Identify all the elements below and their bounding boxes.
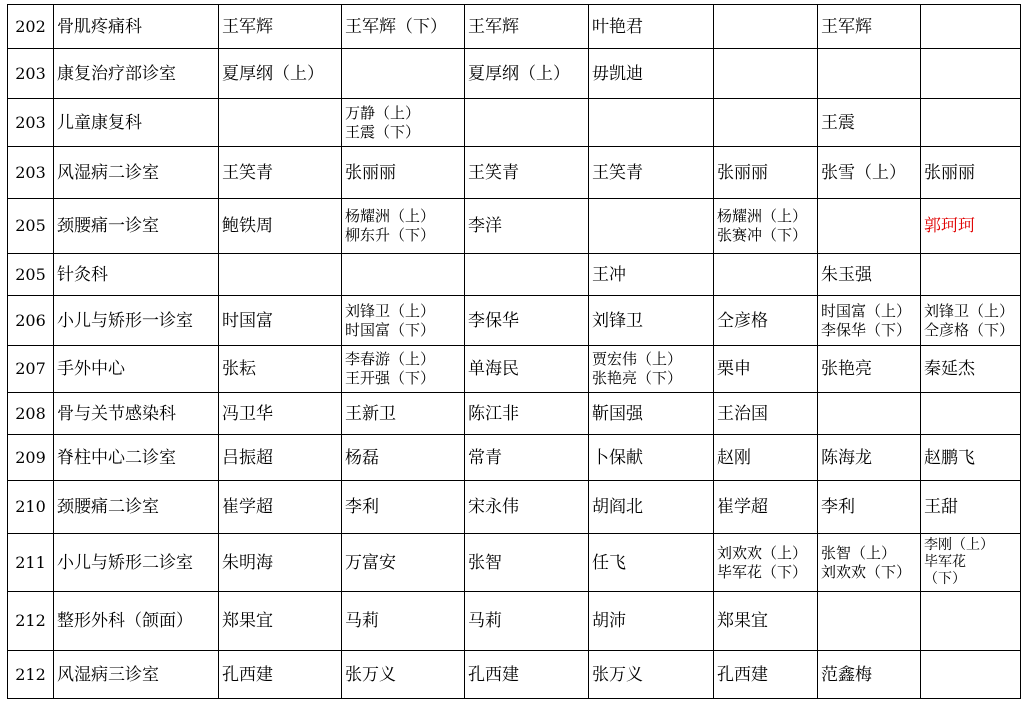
doctor-cell [589, 481, 714, 534]
doctor-name: 王笑青 [222, 162, 273, 183]
doctor-name: 崔学超 [222, 497, 273, 517]
room-number-cell: 212 [8, 592, 54, 651]
department-cell: 小儿与矫形二诊室 [54, 534, 219, 592]
doctor-name: 李保华（下） [821, 320, 912, 339]
table-row [8, 651, 1021, 699]
doctor-name: 时国富 [222, 310, 273, 331]
doctor-name: 李利 [345, 497, 379, 517]
room-number-cell: 203 [8, 99, 54, 147]
table-row [8, 481, 1021, 534]
doctor-name: 张丽丽 [717, 162, 768, 183]
doctor-name: 李利 [821, 497, 855, 517]
department-cell: 整形外科（颌面） [54, 592, 219, 651]
room-number-cell: 206 [8, 296, 54, 346]
doctor-cell [818, 651, 921, 699]
doctor-cell [219, 49, 342, 99]
doctor-name: 单海民 [468, 359, 519, 379]
doctor-cell [465, 651, 589, 699]
doctor-cell [219, 592, 342, 651]
doctor-cell [921, 651, 1021, 699]
table-row [8, 346, 1021, 393]
doctor-name: 王开强（下） [345, 369, 436, 387]
doctor-name: 常青 [468, 447, 502, 468]
doctor-cell [219, 346, 342, 393]
doctor-name: 胡阎北 [592, 497, 643, 517]
doctor-name: 王笑青 [592, 162, 643, 183]
table-row [8, 393, 1021, 435]
department-cell: 骨与关节感染科 [54, 393, 219, 435]
doctor-cell [818, 199, 921, 254]
doctor-cell [921, 592, 1021, 651]
department-cell: 小儿与矫形一诊室 [54, 296, 219, 346]
doctor-cell [219, 481, 342, 534]
doctor-cell [589, 99, 714, 147]
doctor-cell [589, 147, 714, 199]
room-number-cell: 205 [8, 199, 54, 254]
doctor-cell [921, 534, 1021, 592]
doctor-name: 孔西建 [717, 664, 768, 685]
doctor-cell [921, 5, 1021, 49]
doctor-name: 张智（上） [821, 543, 897, 562]
doctor-cell [465, 147, 589, 199]
doctor-name: 鲍铁周 [222, 216, 273, 236]
table-row [8, 5, 1021, 49]
doctor-name: 仝彦格（下） [924, 320, 1015, 339]
room-number-cell: 209 [8, 435, 54, 481]
doctor-cell [465, 393, 589, 435]
doctor-cell [342, 147, 465, 199]
doctor-name: 刘欢欢（上） [717, 543, 808, 562]
doctor-cell [219, 199, 342, 254]
doctor-cell [589, 49, 714, 99]
doctor-cell [714, 592, 818, 651]
doctor-name: 刘锋卫（上） [345, 301, 436, 320]
doctor-cell [921, 99, 1021, 147]
table-row [8, 254, 1021, 296]
doctor-cell [818, 254, 921, 296]
doctor-name: 杨磊 [345, 447, 379, 468]
doctor-name: 郑果宜 [717, 611, 768, 631]
doctor-cell [714, 199, 818, 254]
doctor-cell [714, 254, 818, 296]
doctor-cell [818, 481, 921, 534]
department-cell: 儿童康复科 [54, 99, 219, 147]
doctor-cell [714, 296, 818, 346]
doctor-name: 栗申 [717, 359, 751, 379]
department-cell: 针灸科 [54, 254, 219, 296]
doctor-name: 张万义 [345, 664, 396, 685]
doctor-cell [818, 49, 921, 99]
department-cell: 康复治疗部诊室 [54, 49, 219, 99]
doctor-cell [342, 296, 465, 346]
doctor-name: 陈江非 [468, 403, 519, 424]
department-cell: 脊柱中心二诊室 [54, 435, 219, 481]
doctor-cell [342, 592, 465, 651]
doctor-name: 毕军花（下） [717, 562, 808, 581]
doctor-name: 王震（下） [345, 122, 421, 141]
doctor-cell [714, 346, 818, 393]
table-row [8, 296, 1021, 346]
doctor-cell [921, 49, 1021, 99]
doctor-cell [589, 346, 714, 393]
doctor-name: 时国富（下） [345, 320, 436, 339]
doctor-name: 陈海龙 [821, 447, 872, 468]
doctor-name: 王军辉 [468, 16, 519, 37]
doctor-name: 赵刚 [717, 447, 751, 468]
doctor-name: 时国富（上） [821, 301, 912, 320]
doctor-name: 孔西建 [468, 664, 519, 685]
doctor-name: 夏厚纲（上） [222, 63, 324, 84]
doctor-name: 郑果宜 [222, 611, 273, 631]
doctor-name: 张万义 [592, 664, 643, 685]
doctor-name: 张赛冲（下） [717, 226, 808, 244]
department-cell: 手外中心 [54, 346, 219, 393]
doctor-cell [921, 393, 1021, 435]
doctor-cell [818, 534, 921, 592]
doctor-cell [921, 435, 1021, 481]
doctor-name: 王新卫 [345, 403, 396, 424]
doctor-cell [342, 99, 465, 147]
doctor-name: 刘欢欢（下） [821, 562, 912, 581]
doctor-name: 张丽丽 [924, 162, 975, 183]
doctor-cell [921, 346, 1021, 393]
doctor-name: 胡沛 [592, 611, 626, 631]
doctor-name: 靳国强 [592, 403, 643, 424]
room-number-cell: 202 [8, 5, 54, 49]
doctor-name: 范鑫梅 [821, 664, 872, 685]
doctor-name: 夏厚纲（上） [468, 63, 570, 84]
doctor-cell [589, 435, 714, 481]
doctor-name: 万富安 [345, 552, 396, 573]
doctor-name: 宋永伟 [468, 497, 519, 517]
table-row [8, 199, 1021, 254]
room-number-cell: 208 [8, 393, 54, 435]
doctor-cell [921, 296, 1021, 346]
doctor-name: 贾宏伟（上） [592, 350, 683, 368]
doctor-cell [921, 481, 1021, 534]
doctor-name: 刘锋卫（上） [924, 301, 1015, 320]
doctor-cell [589, 651, 714, 699]
doctor-name: 马莉 [468, 611, 502, 631]
doctor-cell [589, 393, 714, 435]
doctor-name: 吕振超 [222, 447, 273, 468]
table-row [8, 99, 1021, 147]
doctor-name: 孔西建 [222, 664, 273, 685]
room-number-cell: 207 [8, 346, 54, 393]
doctor-cell [589, 5, 714, 49]
doctor-name: 万静（上） [345, 103, 421, 122]
doctor-cell [589, 199, 714, 254]
department-cell: 颈腰痛一诊室 [54, 199, 219, 254]
doctor-name: 张艳亮 [821, 359, 872, 379]
table-row [8, 147, 1021, 199]
doctor-cell [818, 5, 921, 49]
doctor-name: 任飞 [592, 552, 626, 573]
doctor-cell [921, 147, 1021, 199]
doctor-name: 王甜 [924, 497, 958, 517]
schedule-table [7, 4, 1021, 699]
doctor-cell [219, 254, 342, 296]
doctor-name: 叶艳君 [592, 16, 643, 37]
doctor-cell [589, 534, 714, 592]
doctor-name: 王治国 [717, 403, 768, 424]
doctor-cell [219, 651, 342, 699]
department-cell: 骨肌疼痛科 [54, 5, 219, 49]
room-number-cell: 205 [8, 254, 54, 296]
doctor-cell [714, 651, 818, 699]
doctor-name: 毕军花 [924, 554, 966, 570]
doctor-cell [219, 296, 342, 346]
doctor-cell [465, 49, 589, 99]
doctor-cell [342, 49, 465, 99]
doctor-cell [342, 651, 465, 699]
doctor-cell [714, 435, 818, 481]
doctor-cell [818, 346, 921, 393]
doctor-cell [465, 254, 589, 296]
doctor-name: 李保华 [468, 310, 519, 331]
doctor-cell [342, 435, 465, 481]
doctor-name: 张耘 [222, 359, 256, 379]
doctor-cell [219, 147, 342, 199]
doctor-name: 朱明海 [222, 552, 273, 573]
doctor-cell [342, 199, 465, 254]
doctor-cell [714, 481, 818, 534]
doctor-name: 张智 [468, 552, 502, 573]
room-number-cell: 212 [8, 651, 54, 699]
doctor-name: 李洋 [468, 216, 502, 236]
doctor-name: 仝彦格 [717, 310, 768, 331]
doctor-name: 张艳亮（下） [592, 369, 683, 387]
doctor-cell [921, 199, 1021, 254]
doctor-name: 马莉 [345, 611, 379, 631]
doctor-cell [714, 5, 818, 49]
doctor-cell [342, 346, 465, 393]
doctor-name: 王震 [821, 112, 855, 133]
doctor-cell [465, 346, 589, 393]
doctor-cell [818, 592, 921, 651]
doctor-name: 王军辉 [222, 16, 273, 37]
doctor-cell [589, 592, 714, 651]
doctor-name: （下） [924, 571, 966, 587]
doctor-cell [465, 435, 589, 481]
doctor-cell [342, 5, 465, 49]
doctor-cell [219, 393, 342, 435]
doctor-name: 崔学超 [717, 497, 768, 517]
doctor-cell [589, 296, 714, 346]
department-cell: 风湿病二诊室 [54, 147, 219, 199]
room-number-cell: 203 [8, 49, 54, 99]
doctor-cell [714, 147, 818, 199]
doctor-cell [465, 99, 589, 147]
doctor-name: 王军辉 [821, 16, 872, 37]
department-cell: 颈腰痛二诊室 [54, 481, 219, 534]
doctor-name: 秦延杰 [924, 359, 975, 379]
table-row [8, 435, 1021, 481]
doctor-cell [342, 534, 465, 592]
doctor-cell [818, 435, 921, 481]
doctor-cell [714, 393, 818, 435]
table-row [8, 592, 1021, 651]
doctor-cell [465, 481, 589, 534]
doctor-cell [465, 592, 589, 651]
doctor-name: 卜保献 [592, 447, 643, 468]
doctor-cell [589, 254, 714, 296]
doctor-cell [465, 534, 589, 592]
doctor-name: 王笑青 [468, 162, 519, 183]
doctor-name: 朱玉强 [821, 264, 872, 285]
doctor-cell [219, 435, 342, 481]
doctor-cell [342, 481, 465, 534]
doctor-cell [219, 534, 342, 592]
doctor-cell [465, 5, 589, 49]
doctor-cell [818, 393, 921, 435]
doctor-cell [921, 254, 1021, 296]
doctor-name: 赵鹏飞 [924, 447, 975, 468]
doctor-cell [219, 99, 342, 147]
doctor-cell [342, 254, 465, 296]
doctor-name: 王军辉（下） [345, 16, 447, 37]
room-number-cell: 211 [8, 534, 54, 592]
doctor-cell [219, 5, 342, 49]
doctor-name: 杨耀洲（上） [717, 207, 808, 225]
table-row [8, 49, 1021, 99]
doctor-name: 杨耀洲（上） [345, 207, 436, 225]
doctor-cell [342, 393, 465, 435]
doctor-cell [818, 147, 921, 199]
doctor-name: 张雪（上） [821, 162, 906, 183]
doctor-name: 刘锋卫 [592, 310, 643, 331]
doctor-name: 柳东升（下） [345, 226, 436, 244]
department-cell: 风湿病三诊室 [54, 651, 219, 699]
doctor-name: 郭珂珂 [924, 216, 975, 236]
room-number-cell: 203 [8, 147, 54, 199]
doctor-name: 张丽丽 [345, 162, 396, 183]
doctor-cell [714, 99, 818, 147]
doctor-cell [818, 296, 921, 346]
doctor-cell [818, 99, 921, 147]
doctor-name: 毋凯迪 [592, 63, 643, 84]
doctor-cell [714, 534, 818, 592]
table-row [8, 534, 1021, 592]
doctor-name: 王冲 [592, 264, 626, 285]
doctor-cell [465, 296, 589, 346]
doctor-cell [714, 49, 818, 99]
doctor-name: 李刚（上） [924, 537, 994, 553]
room-number-cell: 210 [8, 481, 54, 534]
schedule-body [8, 5, 1021, 699]
doctor-name: 冯卫华 [222, 403, 273, 424]
doctor-cell [465, 199, 589, 254]
doctor-name: 李春游（上） [345, 350, 436, 368]
